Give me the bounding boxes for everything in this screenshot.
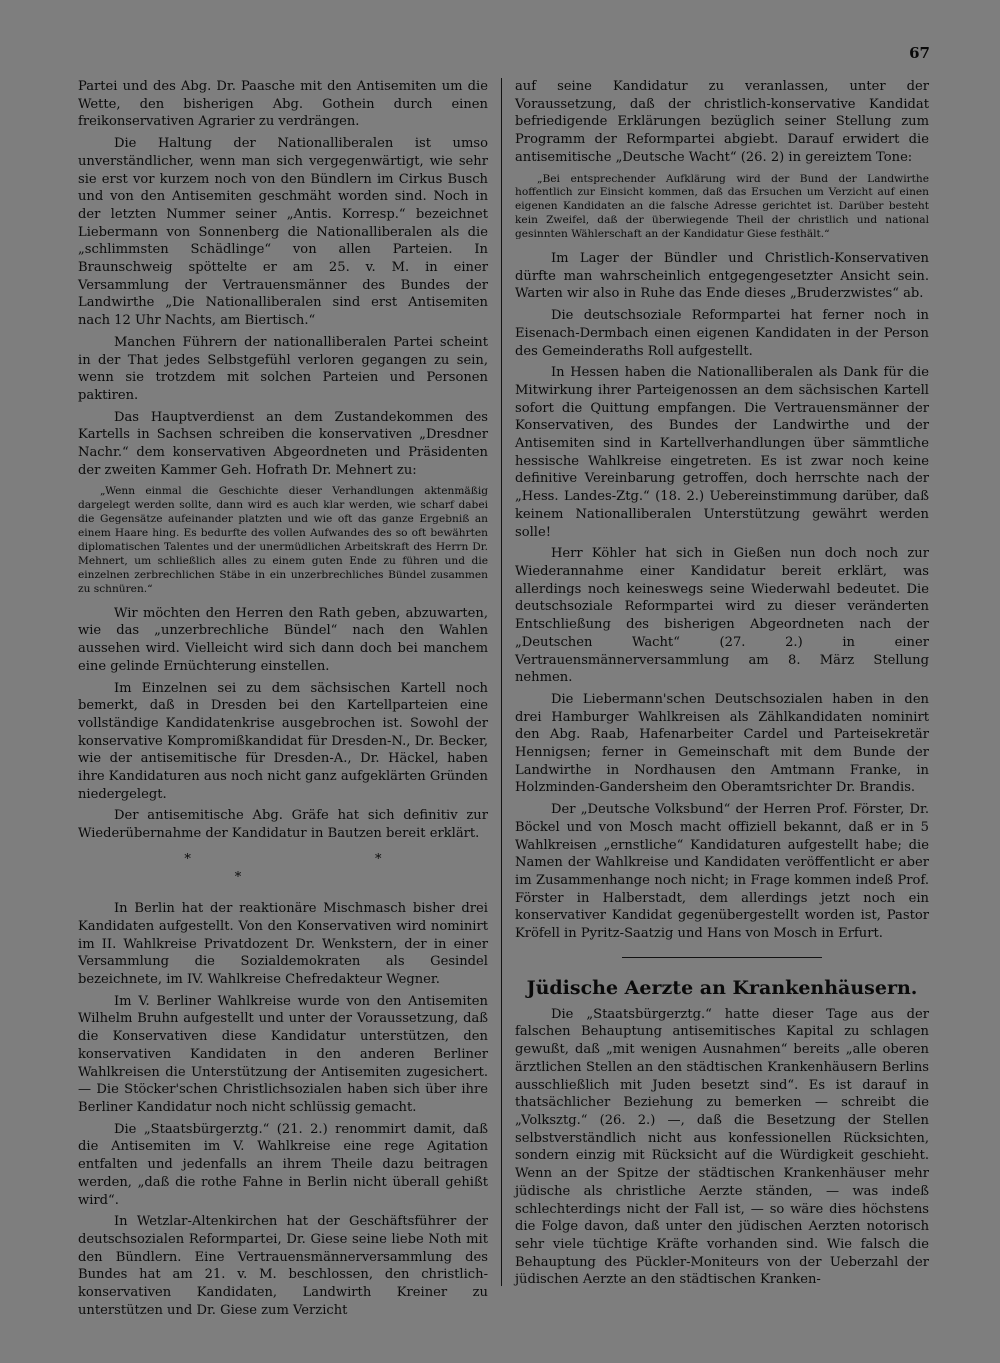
article-headline: Jüdische Aerzte an Krankenhäusern. (526, 976, 918, 999)
paragraph: Die „Staatsbürgerztg.“ (21. 2.) renommirt damit, daß die Antisemiten im V. Wahlkreise eine rege Agitation entfalten und jedenfalls an ihrem Theile dazu beitragen werden, „daß die rothe Fahne in Berlin nicht überall gehißt wird“. (78, 1121, 488, 1208)
paragraph: Die deutschsoziale Reformpartei hat ferner noch in Eisenach-Dermbach einen eigenen Kandidaten in der Person des Gemeinderaths Roll aufgestellt. (515, 308, 929, 359)
section-separator: * * * (184, 851, 472, 885)
paragraph: Der „Deutsche Volksbund“ der Herren Prof. Förster, Dr. Böckel und von Mosch macht offiziell bekannt, daß er in 5 Wahlkreisen „ernstliche“ Kandidaturen aufgestellt habe; die Namen der Wahlkreise und Kandidaten veröffentlicht er aber im Zusammenhange noch nicht; in Frage kommen indeß Prof. Förster in Halberstadt, dem allerdings jetzt noch ein konservativer Kandidat gegenübergestellt worden ist, Pastor Kröfell in Pyritz-Saatzig und Hans von Mosch in Erfurt. (515, 802, 929, 942)
paragraph: Das Hauptverdienst an dem Zustandekommen des Kartells in Sachsen schreiben die konservativen „Dresdner Nachr.“ dem konservativen Abgeordneten und Präsidenten der zweiten Kammer Geh. Hofrath Dr. Mehnert zu: (78, 409, 488, 478)
block-quote: „Wenn einmal die Geschichte dieser Verhandlungen aktenmäßig dargelegt werden sollte, dann wird es auch klar werden, wie scharf dabei die Gegensätze aufeinander platzten und wie oft das ganze Ergebniß an einem Haare hing. Es bedurfte des vollen Aufwandes des so oft bewährten diplomatischen Talentes und der unermüdlichen Arbeitskraft des Herrn Dr. Mehnert, um schließlich alles zu einem guten Ende zu führen und die einzelnen zerbrechlichen Stäbe in ein unzerbrechliches Bündel zusammen zu schnüren.“ (78, 485, 488, 595)
paragraph: Die Haltung der Nationalliberalen ist umso unverständlicher, wenn man sich vergegenwärtigt, wie sehr sie erst vor kurzem noch von den Bündlern im Cirkus Busch und von den Antisemiten geschmäht worden sind. Noch in der letzten Nummer seiner „Antis. Korresp.“ bezeichnet Liebermann von Sonnenberg die Nationalliberalen als die „schlimmsten Schädlinge“ von allen Parteien. In Braunschweig spöttelte er am 25. v. M. in einer Versammlung der Vertrauensmänner des Bundes der Landwirthe „Die Nationalliberalen sind erst Antisemiten nach 12 Uhr Nachts, am Biertisch.“ (78, 136, 488, 329)
paragraph: auf seine Kandidatur zu veranlassen, unter der Voraussetzung, daß der christlich-konservative Kandidat befriedigende Erklärungen bezüglich seiner Stellung zum Programm der Reformpartei abgiebt. Darauf erwidert die antisemitische „Deutsche Wacht“ (26. 2) in gereiztem Tone: (515, 79, 929, 165)
left-column (78, 78, 488, 1319)
paragraph: Die Liebermann'schen Deutschsozialen haben in den drei Hamburger Wahlkreisen als Zählkandidaten nominirt den Abg. Raab, Hafenarbeiter Cardel und Parteisekretär Hennigsen; ferner in Gemeinschaft mit dem Bunde der Landwirthe in Nordhausen den Amtmann Franke, in Holzminden-Gandersheim den Oberamtsrichter Dr. Brandis. (515, 691, 929, 796)
paragraph: Herr Köhler hat sich in Gießen nun doch noch zur Wiederannahme einer Kandidatur bereit erklärt, was allerdings noch keineswegs seine Wiederwahl bedeutet. Die deutschsoziale Reformpartei wird zu dieser veränderten Entschließung des bisherigen Abgeordneten nach der „Deutschen Wacht“ (27. 2.) in einer Vertrauensmännerversammlung am 8. März Stellung nehmen. (515, 546, 929, 686)
page-number: 67 (909, 44, 930, 62)
paragraph: Partei und des Abg. Dr. Paasche mit den Antisemiten um die Wette, den bisherigen Abg. Gothein durch einen freikonservativen Agrarier zu verdrängen. (78, 79, 488, 130)
paragraph: Im V. Berliner Wahlkreise wurde von den Antisemiten Wilhelm Bruhn aufgestellt und unter der Voraussetzung, daß die Konservativen diese Kandidatur unterstützen, den konservativen Kandidaten in den anderen Berliner Wahlkreisen die Unterstützung der Antisemiten zugesichert. — Die Stöcker'schen Christlichsozialen haben sich über ihre Berliner Kandidatur noch nicht schlüssig gemacht. (78, 993, 488, 1115)
paragraph: In Berlin hat der reaktionäre Mischmasch bisher drei Kandidaten aufgestellt. Von den Konservativen wird nominirt im II. Wahlkreise Privatdozent Dr. Wenkstern, der in einer Versammlung die Sozialdemokraten als Gesindel bezeichnete, im IV. Wahlkreise Chefredakteur Wegner. (78, 901, 488, 988)
paragraph: Die „Staatsbürgerztg.“ hatte dieser Tage aus der falschen Behauptung antisemitisches Kapital zu schlagen gewußt, daß „mit wenigen Ausnahmen“ bereits „alle oberen ärztlichen Stellen an den städtischen Krankenhäusern Berlins ausschließlich mit Juden besetzt sind“. Es ist darauf in thatsächlicher Beziehung zu bemerken — schreibt die „Volksztg.“ (26. 2.) —, daß die Besetzung der Stellen selbstverständlich nicht aus konfessionellen Rücksichten, sondern einzig mit Rücksicht auf die Würdigkeit geschieht. Wenn an der Spitze der städtischen Krankenhäuser mehr jüdische als christliche Aerzte ständen, — was indeß schlechterdings nicht der Fall ist, — so wäre dies höchstens die Folge davon, daß unter den jüdischen Aerzten notorisch sehr viele tüchtige Kräfte vorhanden sind. Wie falsch die Behauptung des Pückler-Moniteurs von der Ueberzahl der jüdischen Aerzte an den städtischen Kranken- (515, 1006, 929, 1288)
paragraph: Manchen Führern der nationalliberalen Partei scheint in der That jedes Selbstgefühl verloren gegangen zu sein, wenn sie trotzdem mit solchen Parteien und Personen paktiren. (78, 334, 488, 403)
paragraph: Wir möchten den Herren den Rath geben, abzuwarten, wie das „unzerbrechliche Bündel“ nach den Wahlen aussehen wird. Vielleicht wird sich dann doch bei manchem eine gelinde Ernüchterung einstellen. (78, 605, 488, 674)
section-rule (622, 957, 822, 958)
paragraph: Im Einzelnen sei zu dem sächsischen Kartell noch bemerkt, daß in Dresden bei den Kartellparteien eine vollständige Kandidatenkrise ausgebrochen ist. Sowohl der konservative Kompromißkandidat für Dresden-N., Dr. Becker, wie der antisemitische für Dresden-A., Dr. Häckel, haben ihre Kandidaturen aus noch nicht ganz aufgeklärten Gründen niedergelegt. (78, 680, 488, 802)
paragraph: Im Lager der Bündler und Christlich-Konservativen dürfte man wahrscheinlich entgegengesetzter Ansicht sein. Warten wir also in Ruhe das Ende dieses „Bruderzwistes“ ab. (515, 251, 929, 302)
paragraph: In Wetzlar-Altenkirchen hat der Geschäftsführer der deutschsozialen Reformpartei, Dr. Giese seine liebe Noth mit den Bündlern. Eine Vertrauensmännerversammlung des Bundes hat am 21. v. M. beschlossen, den christlich-konservativen Kandidaten, Landwirth Kreiner zu unterstützen und Dr. Giese zum Verzicht (78, 1214, 488, 1318)
right-column (515, 78, 929, 1289)
paragraph: Der antisemitische Abg. Gräfe hat sich definitiv zur Wiederübernahme der Kandidatur in Bautzen bereit erklärt. (78, 808, 488, 842)
column-divider (501, 78, 502, 1286)
paragraph: In Hessen haben die Nationalliberalen als Dank für die Mitwirkung ihrer Parteigenossen an dem sächsischen Kartell sofort die Quittung empfangen. Die Vertrauensmänner der Konservativen, des Bundes der Landwirthe und der Antisemiten sind in Kartellverhandlungen über sämmtliche hessische Wahlkreise eingetreten. Es ist zwar noch keine definitive Vereinbarung getroffen, doch herrschte nach der „Hess. Landes-Ztg.“ (18. 2.) Uebereinstimmung darüber, daß keinem Nationalliberalen Unterstützung gewährt werden solle! (515, 365, 929, 540)
block-quote: „Bei entsprechender Aufklärung wird der Bund der Landwirthe hoffentlich zur Einsicht kommen, daß das Ersuchen um Verzicht auf einen eigenen Kandidaten an die falsche Adresse gerichtet ist. Darüber besteht kein Zweifel, daß der überwiegende Theil der christlich und national gesinnten Wählerschaft an der Kandidatur Giese festhält.“ (515, 172, 929, 241)
